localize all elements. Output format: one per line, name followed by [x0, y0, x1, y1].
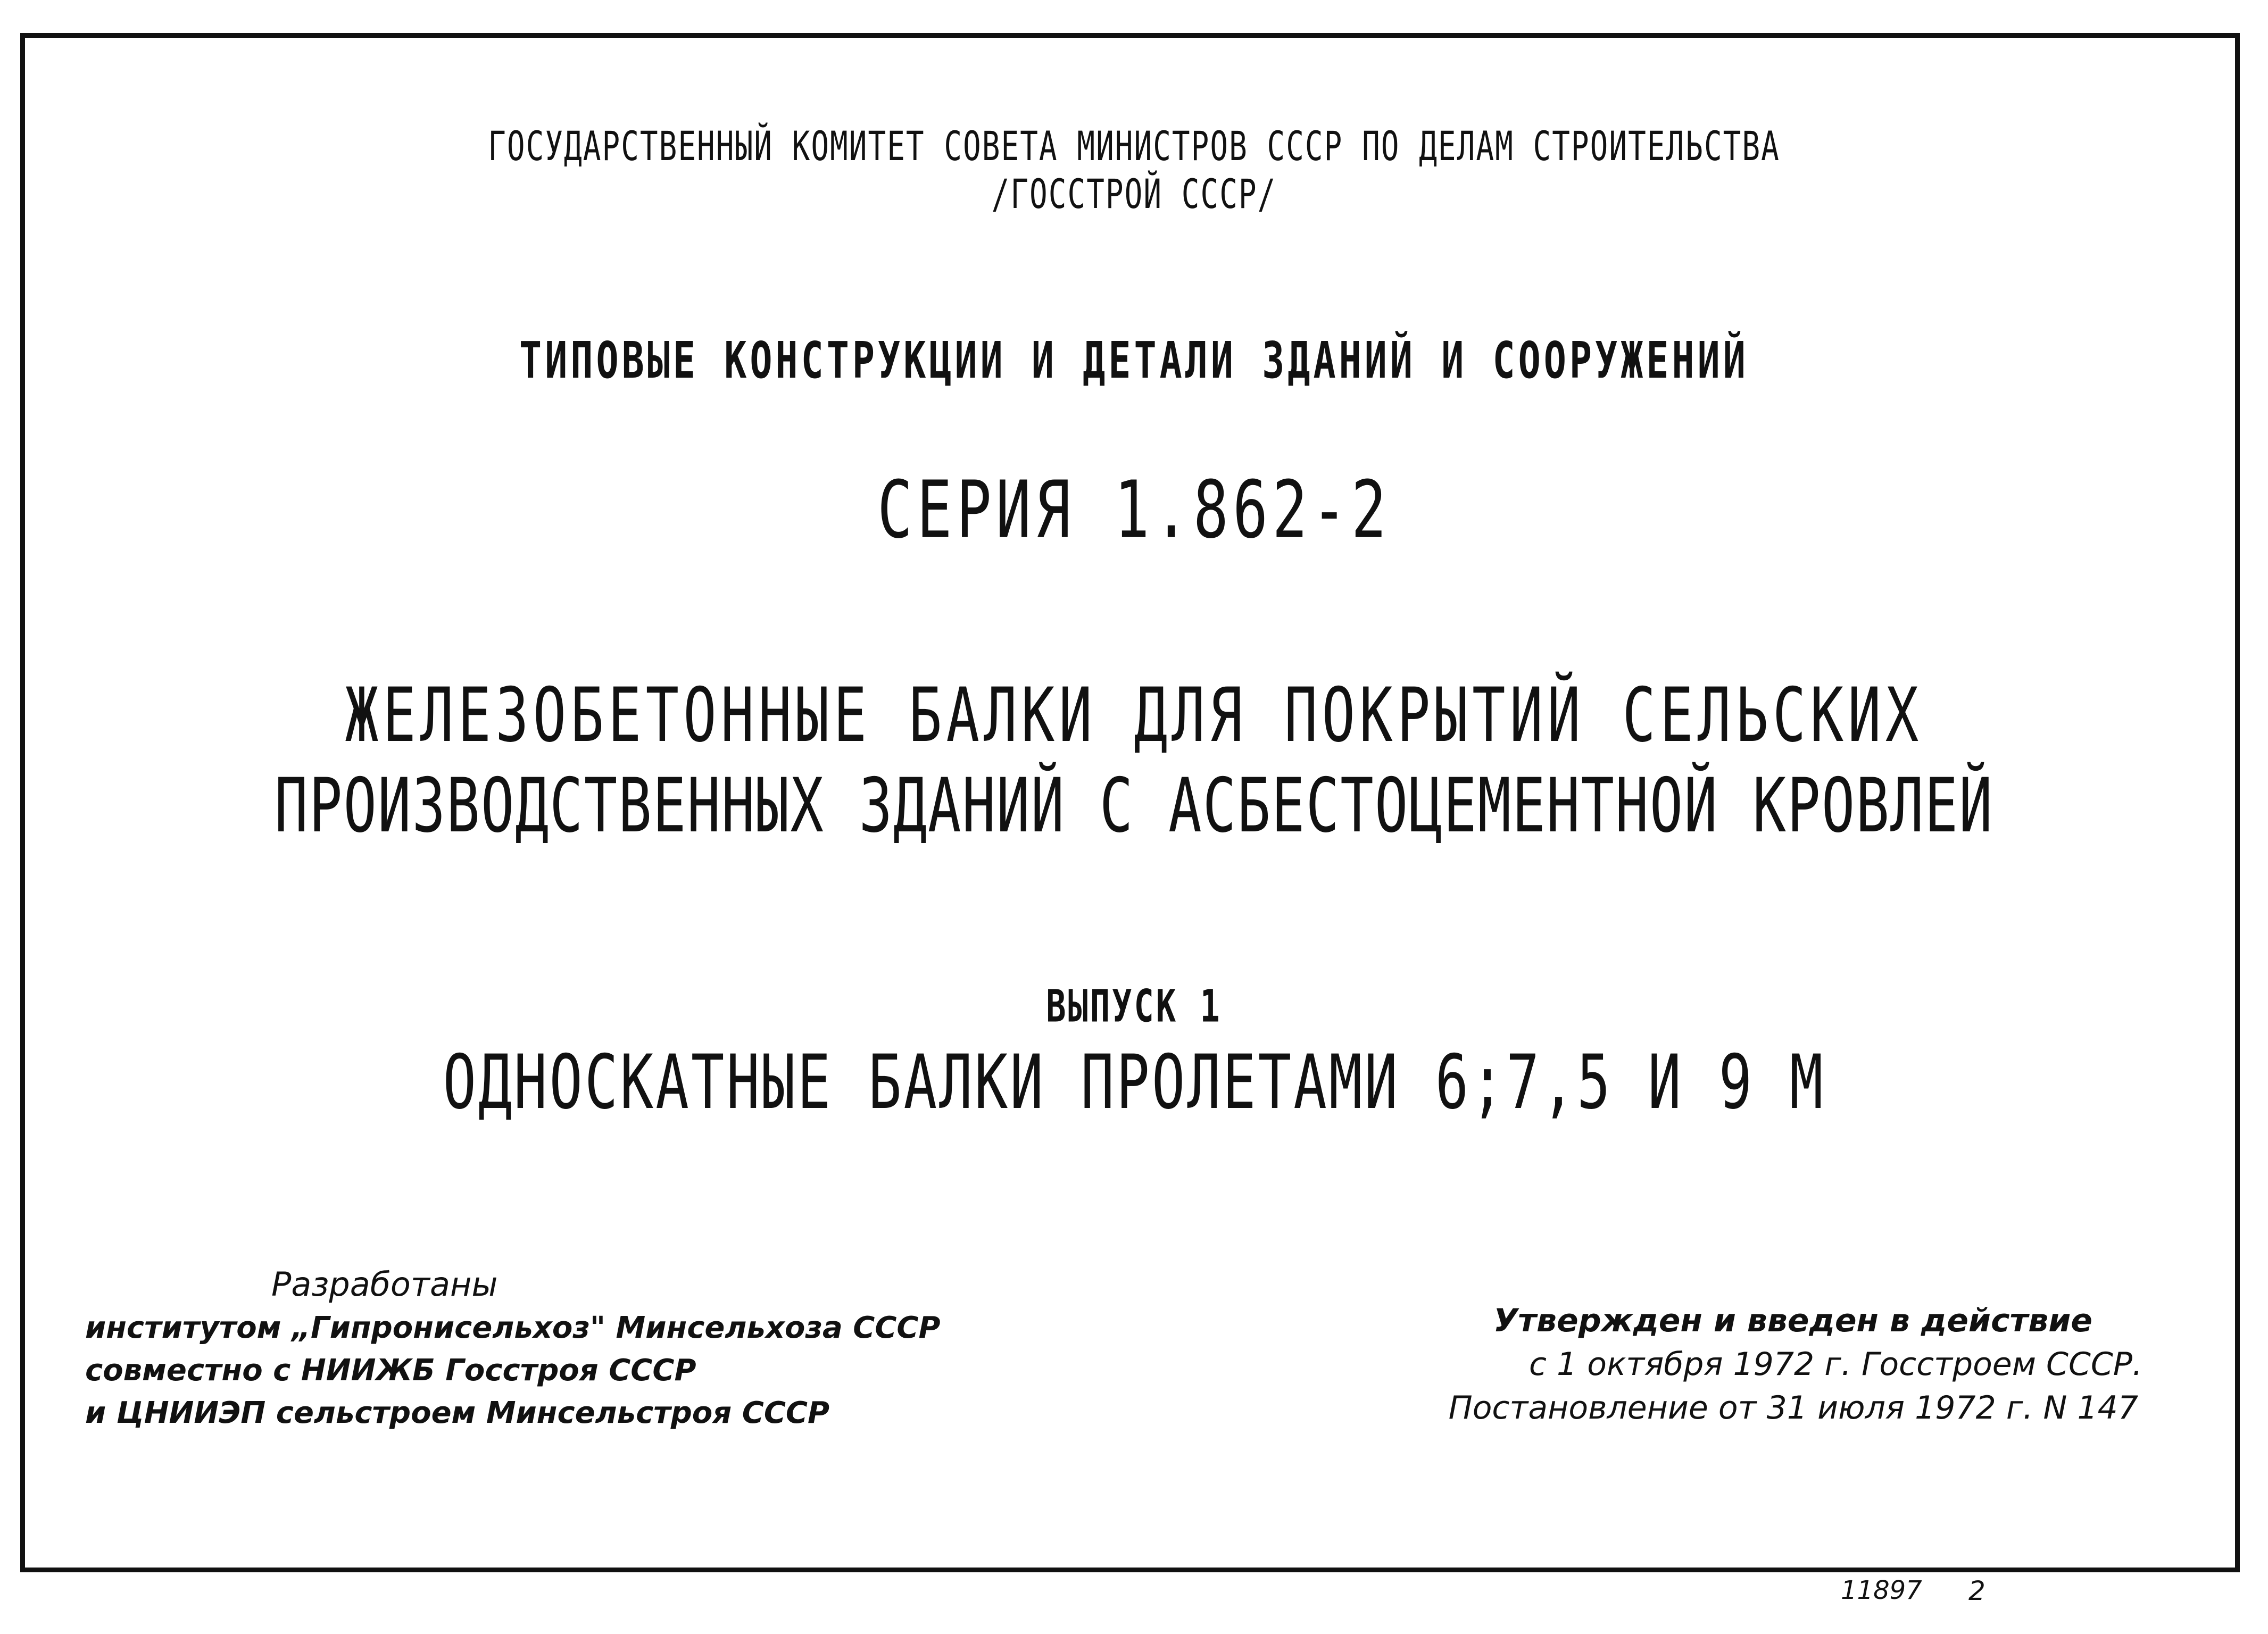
developed-by-heading: Разработаны — [271, 1265, 498, 1304]
committee-name: ГОСУДАРСТВЕННЫЙ КОМИТЕТ СОВЕТА МИНИСТРОВ СССР ПО ДЕЛАМ СТРОИТЕЛЬСТВА — [488, 123, 1780, 170]
inventory-number: 11897 — [1841, 1575, 1922, 1605]
issue-label: ВЫПУСК 1 — [1046, 980, 1222, 1032]
issue-title: ОДНОСКАТНЫЕ БАЛКИ ПРОЛЕТАМИ 6;7,5 И 9 М — [443, 1038, 1825, 1126]
collection-title: ТИПОВЫЕ КОНСТРУКЦИИ И ДЕТАЛИ ЗДАНИЙ И СООРУЖЕНИЙ — [519, 331, 1749, 390]
developed-by-line: совместно с НИИЖБ Госстроя СССР — [85, 1353, 696, 1388]
approval-line: Постановление от 31 июля 1972 г. N 147 — [1448, 1389, 2138, 1427]
series-number: СЕРИЯ 1.862-2 — [877, 464, 1391, 556]
developed-by-line: и ЦНИИЭП сельстроем Минсельстроя СССР — [85, 1396, 830, 1430]
page-number: 2 — [1968, 1575, 1985, 1606]
document-title-line2: ПРОИЗВОДСТВЕННЫХ ЗДАНИЙ С АСБЕСТОЦЕМЕНТНОЙ КРОВЛЕЙ — [275, 762, 1993, 849]
approval-line: с 1 октября 1972 г. Госстроем СССР. — [1528, 1346, 2142, 1383]
committee-abbreviation: /ГОССТРОЙ СССР/ — [991, 171, 1277, 218]
approval-line: Утвержден и введен в действие — [1493, 1302, 2092, 1339]
developed-by-line: институтом „Гипронисельхоз" Минсельхоза СССР — [85, 1311, 941, 1345]
document-title-line1: ЖЕЛЕЗОБЕТОННЫЕ БАЛКИ ДЛЯ ПОКРЫТИЙ СЕЛЬСКИХ — [345, 671, 1923, 759]
